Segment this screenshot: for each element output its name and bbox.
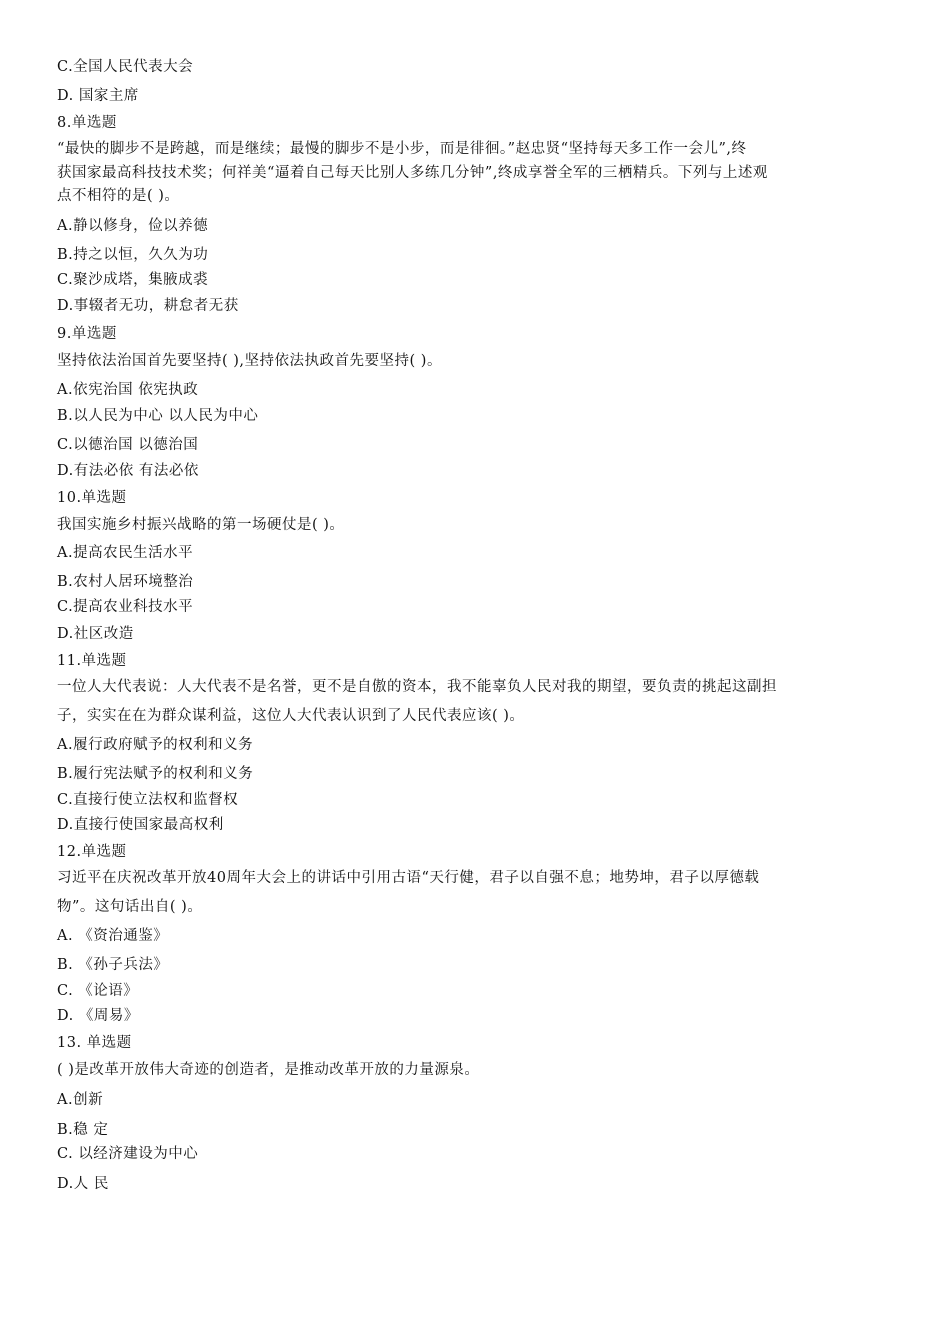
question-text: 坚持依法治国首先要坚持( ),坚持依法执政首先要坚持( )。: [57, 353, 442, 369]
question-text: “最快的脚步不是跨越，而是继续；最慢的脚步不是小步，而是徘徊。”赵忠贤“坚持每天多工作一会儿”,终: [57, 141, 747, 157]
question-header: 13. 单选题: [57, 1035, 132, 1051]
option-a: A. 《资治通鉴》: [57, 928, 169, 944]
option-b: B.以人民为中心 以人民为中心: [57, 408, 259, 424]
question-text: 子，实实在在为群众谋利益，这位人大代表认识到了人民代表应该( )。: [57, 708, 525, 724]
question-text: 获国家最高科技技术奖；何祥美“逼着自己每天比别人多练几分钟”,终成享誉全军的三栖精兵。下列与上述观: [57, 165, 768, 181]
option-c: C.提高农业科技水平: [57, 599, 194, 615]
question-header: 10.单选题: [57, 490, 127, 506]
option-d: D.人 民: [57, 1176, 109, 1192]
option-d: D.直接行使国家最高权利: [57, 817, 224, 833]
option-b: B.农村人居环境整治: [57, 574, 194, 590]
question-header: 9.单选题: [57, 326, 117, 342]
option-c: C.以德治国 以德治国: [57, 437, 199, 453]
question-header: 11.单选题: [57, 653, 127, 669]
question-text: 习近平在庆祝改革开放40周年大会上的讲话中引用古语“天行健，君子以自强不息；地势坤，君子以厚德载: [57, 870, 760, 886]
option-a: A.提高农民生活水平: [57, 545, 194, 561]
option-d: D. 国家主席: [57, 88, 139, 104]
option-b: B.持之以恒，久久为功: [57, 247, 209, 263]
option-c: C. 以经济建设为中心: [57, 1146, 199, 1162]
question-text: 点不相符的是( )。: [57, 188, 180, 204]
option-a: A.履行政府赋予的权利和义务: [57, 737, 254, 753]
option-c: C.全国人民代表大会: [57, 59, 194, 75]
option-d: D.有法必依 有法必依: [57, 463, 199, 479]
option-c: C. 《论语》: [57, 983, 139, 999]
option-b: B. 《孙子兵法》: [57, 957, 169, 973]
option-d: D. 《周易》: [57, 1008, 139, 1024]
question-text: 物”。这句话出自( )。: [57, 899, 203, 915]
question-text: 我国实施乡村振兴战略的第一场硬仗是( )。: [57, 517, 345, 533]
option-c: C.直接行使立法权和监督权: [57, 792, 239, 808]
option-a: A.创新: [57, 1092, 104, 1108]
question-header: 8.单选题: [57, 115, 117, 131]
option-c: C.聚沙成塔，集腋成裘: [57, 272, 209, 288]
option-a: A.依宪治国 依宪执政: [57, 382, 199, 398]
option-b: B.稳 定: [57, 1122, 109, 1138]
option-d: D.事辍者无功，耕怠者无获: [57, 298, 239, 314]
question-text: ( )是改革开放伟大奇迹的创造者，是推动改革开放的力量源泉。: [57, 1062, 480, 1078]
option-a: A.静以修身，俭以养德: [57, 218, 209, 234]
option-b: B.履行宪法赋予的权利和义务: [57, 766, 254, 782]
question-text: 一位人大代表说：人大代表不是名誉，更不是自傲的资本，我不能辜负人民对我的期望，要负责的挑起这副担: [57, 679, 777, 695]
option-d: D.社区改造: [57, 626, 134, 642]
question-header: 12.单选题: [57, 844, 127, 860]
